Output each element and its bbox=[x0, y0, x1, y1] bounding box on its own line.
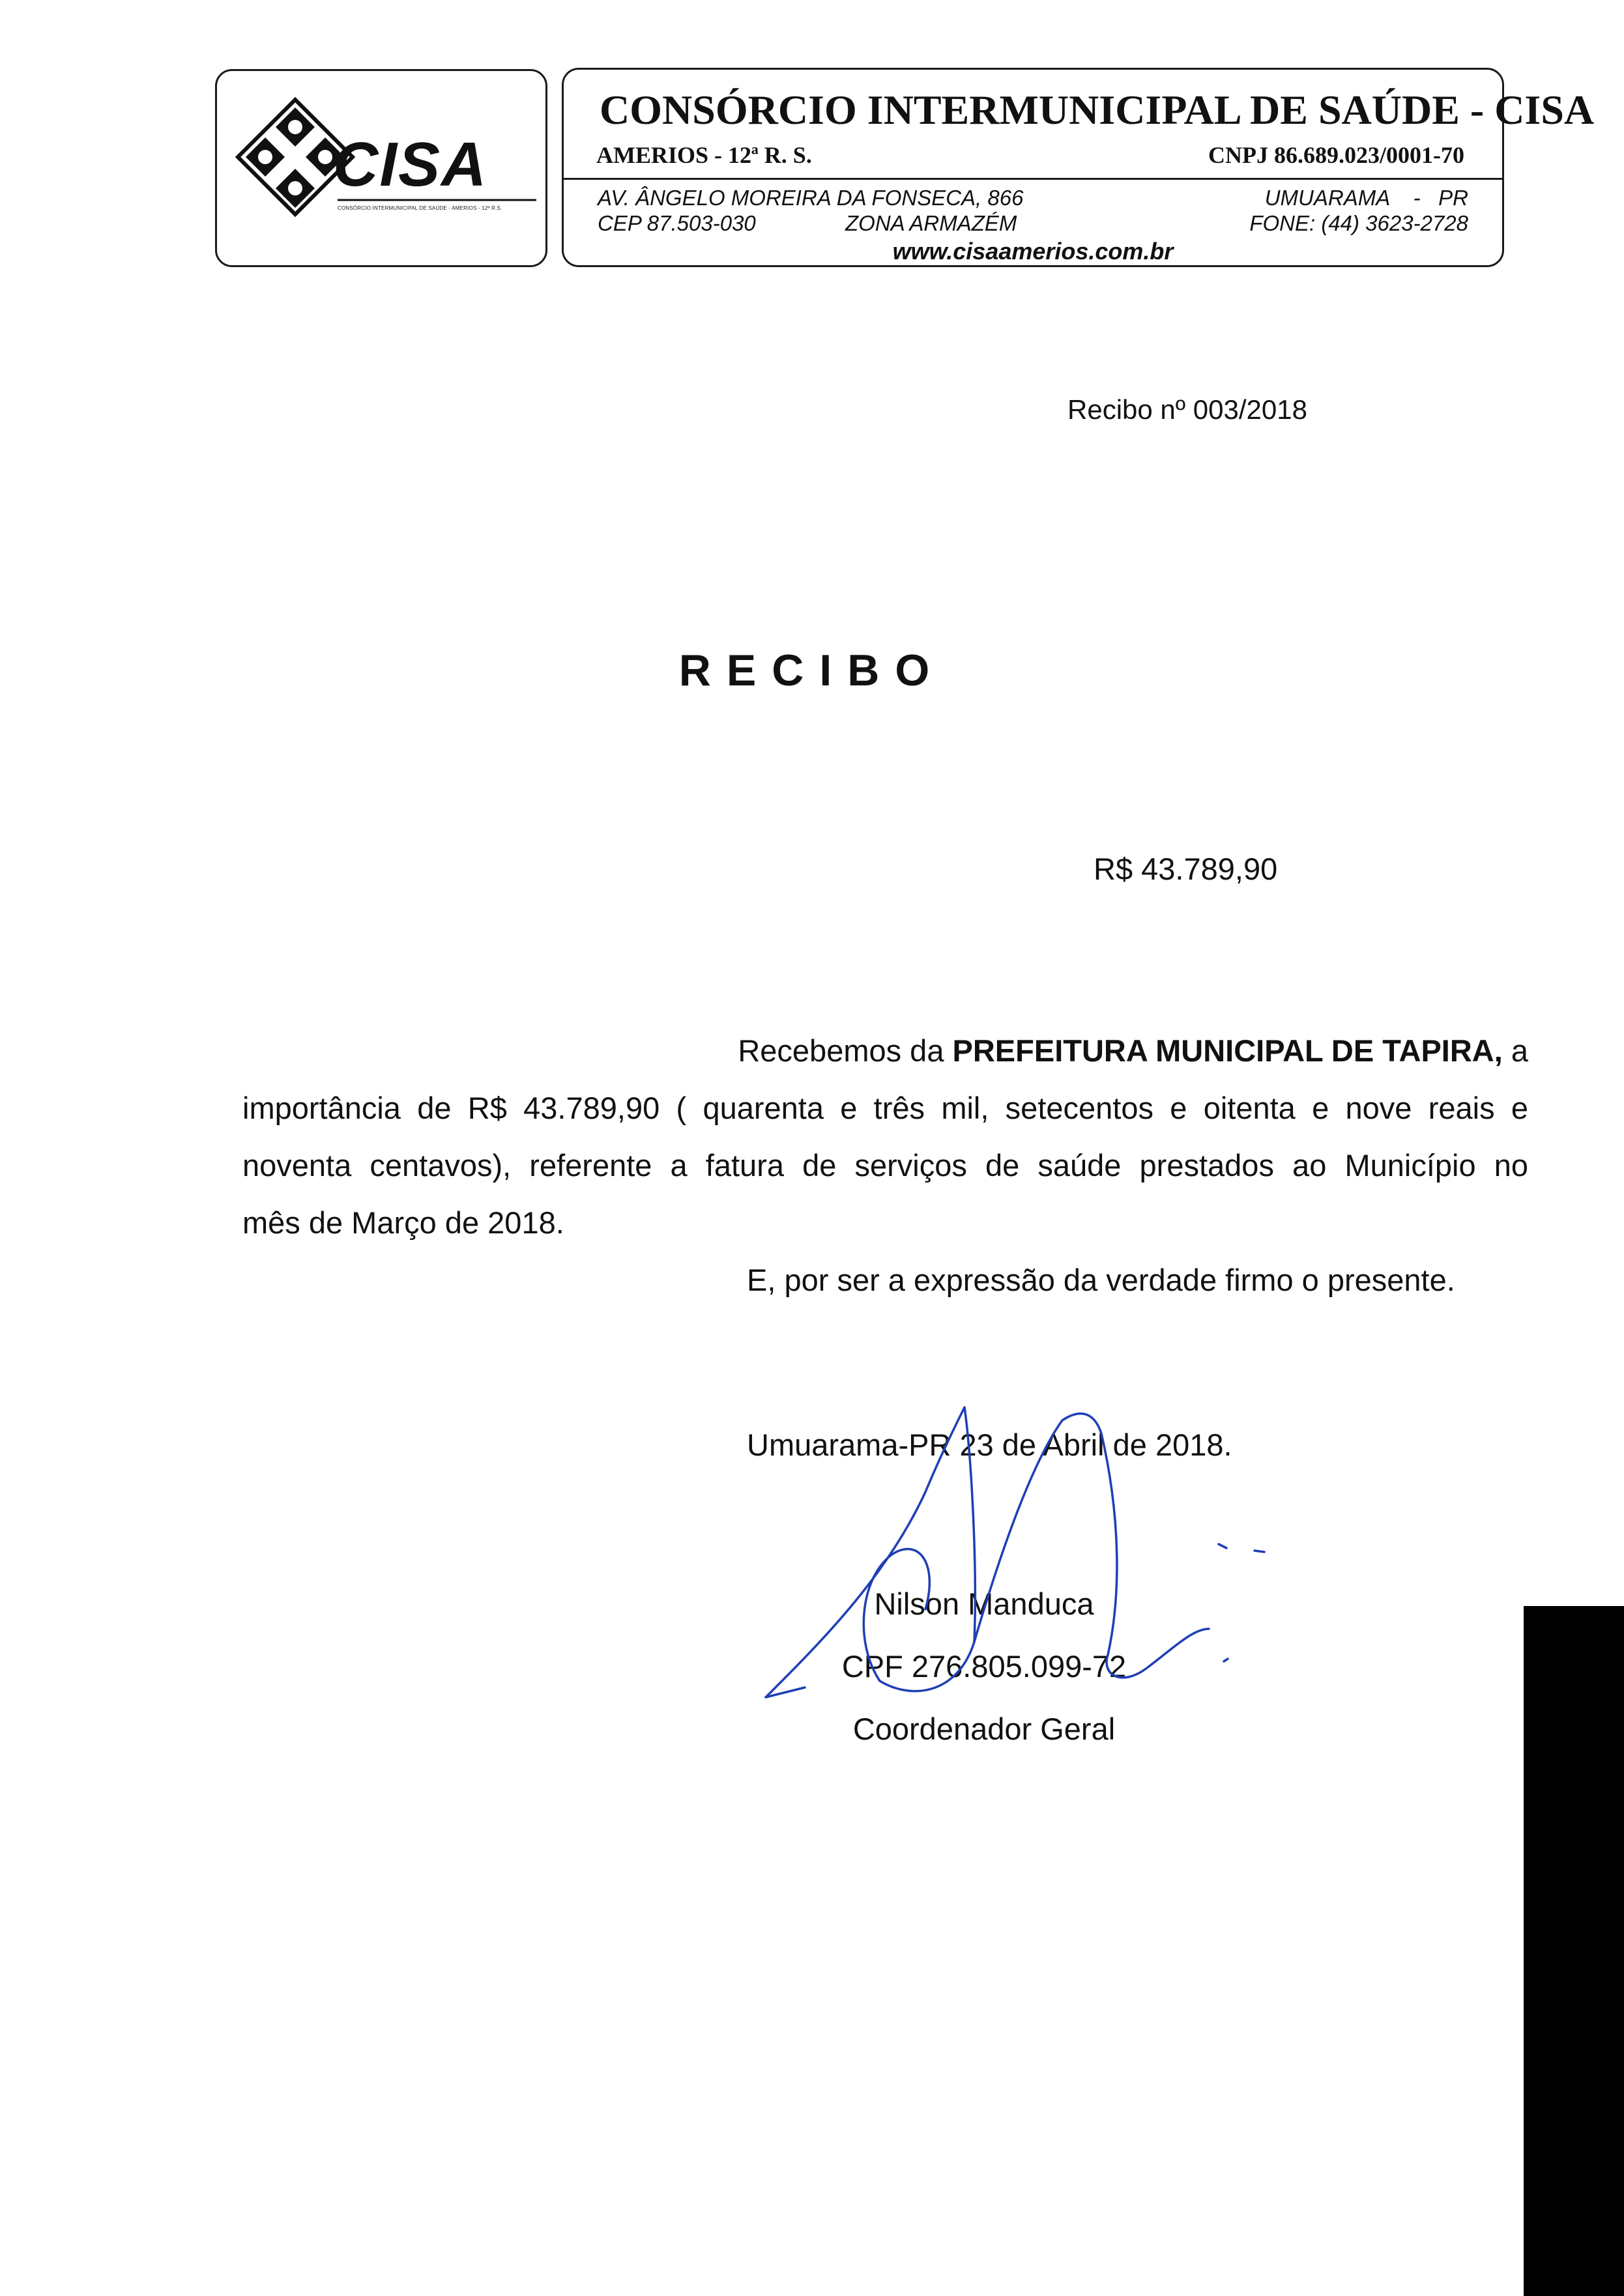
letterhead-box bbox=[562, 68, 1595, 267]
payer-name: PREFEITURA MUNICIPAL DE TAPIRA, bbox=[952, 1033, 1503, 1068]
phone-label: FONE: (44) 3623-2728 bbox=[1249, 211, 1468, 235]
signer-name: Nilson Manduca bbox=[874, 1586, 1094, 1621]
city-label: UMUARAMA - PR bbox=[1264, 186, 1468, 210]
website-label: www.cisaamerios.com.br bbox=[892, 238, 1174, 265]
organization-title: CONSÓRCIO INTERMUNICIPAL DE SAÚDE - CISA bbox=[600, 87, 1595, 133]
logo-caption: CONSÓRCIO INTERMUNICIPAL DE SAÚDE - AMERIOS - 12ª R.S. bbox=[338, 205, 502, 211]
region-label: AMERIOS - 12ª R. S. bbox=[596, 142, 812, 168]
signer-cpf: CPF 276.805.099-72 bbox=[841, 1649, 1127, 1684]
header-divider bbox=[564, 178, 1502, 180]
body-line-3: noventa centavos), referente a fatura de serviços de saúde prestados ao Município no bbox=[242, 1148, 1528, 1183]
signer-role: Coordenador Geral bbox=[852, 1712, 1116, 1746]
receipt-amount: R$ 43.789,90 bbox=[1094, 852, 1278, 886]
address-label: AV. ÂNGELO MOREIRA DA FONSECA, 866 bbox=[598, 186, 1024, 210]
logo-box bbox=[215, 69, 547, 267]
receipt-number: Recibo nº 003/2018 bbox=[1067, 394, 1307, 425]
body-intro: Recebemos da bbox=[738, 1033, 953, 1068]
cnpj-label: CNPJ 86.689.023/0001-70 bbox=[1208, 142, 1464, 168]
body-after-payer: a bbox=[1502, 1033, 1528, 1068]
body-line-1 bbox=[242, 1033, 1528, 1069]
body-line-4: mês de Março de 2018. bbox=[242, 1205, 564, 1240]
closing-line: E, por ser a expressão da verdade firmo o presente. bbox=[747, 1263, 1455, 1297]
cep-label: CEP 87.503-030 bbox=[598, 211, 756, 235]
zona-label: ZONA ARMAZÉM bbox=[845, 211, 1017, 235]
page-title: RECIBO bbox=[678, 646, 946, 695]
scan-edge-bar bbox=[1524, 1606, 1624, 2296]
logo-wordmark: CISA bbox=[333, 130, 488, 199]
place-date: Umuarama-PR 23 de Abril de 2018. bbox=[747, 1428, 1232, 1462]
body-line-2: importância de R$ 43.789,90 ( quarenta e três mil, setecentos e oitenta e nove reais e bbox=[242, 1091, 1528, 1125]
